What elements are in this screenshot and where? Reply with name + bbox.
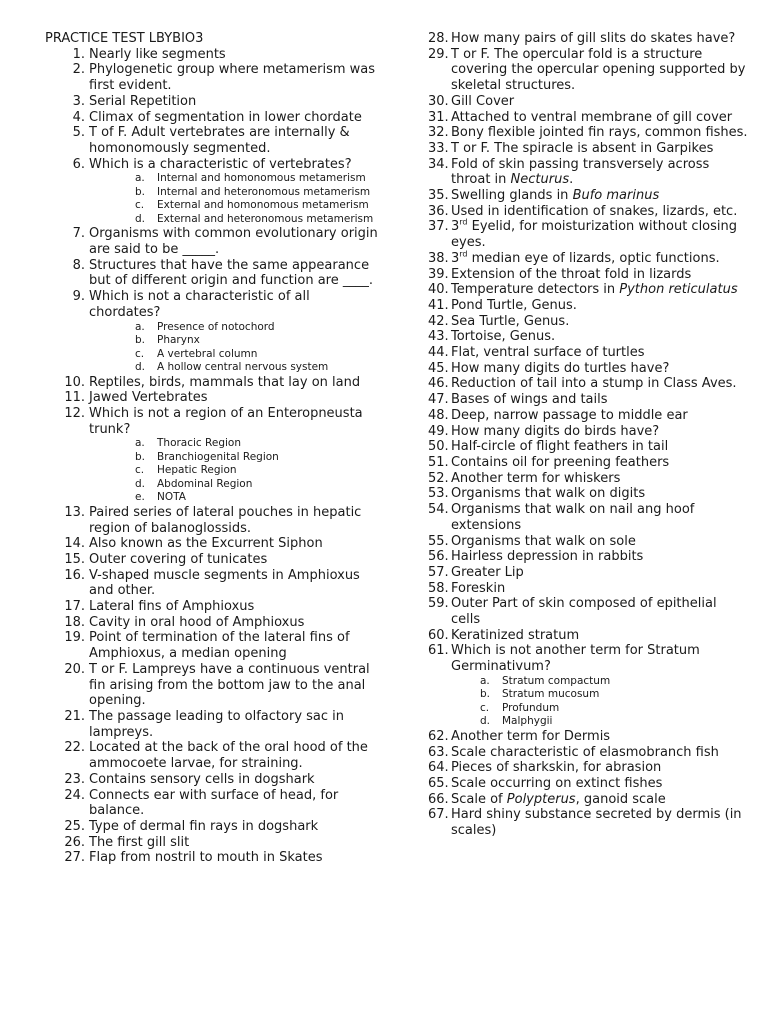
question-item [45, 772, 380, 788]
question-number: 44. [428, 345, 449, 361]
question-item [45, 662, 380, 709]
question-text: T of F. Adult vertebrates are internally & homonomously segmented. [89, 125, 350, 156]
question-item [428, 110, 748, 126]
question-text: Type of dermal fin rays in dogshark [89, 818, 319, 834]
question-item [45, 375, 380, 391]
question-item [428, 455, 748, 471]
question-item [428, 392, 748, 408]
question-text: Scale characteristic of elasmobranch fish [451, 744, 719, 760]
question-item [45, 819, 380, 835]
option-text: NOTA [157, 491, 186, 504]
question-number: 57. [428, 564, 449, 580]
question-item [428, 47, 748, 94]
question-number: 41. [428, 297, 449, 313]
question-number: 45. [428, 360, 449, 376]
question-text: Swelling glands in [451, 188, 573, 204]
question-number: 30. [428, 93, 449, 109]
option-letter: b. [135, 450, 146, 463]
question-item [428, 408, 748, 424]
question-text: Temperature detectors in [451, 282, 620, 298]
question-text-suffix: . [569, 172, 574, 188]
option-text: Stratum compactum [502, 674, 611, 687]
option-text: External and homonomous metamerism [157, 199, 369, 212]
question-number: 17. [64, 599, 85, 615]
question-text: Hairless depression in rabbits [451, 549, 644, 565]
question-text: Connects ear with surface of head, for balance. [89, 787, 339, 819]
question-item [428, 376, 748, 392]
answer-option [135, 186, 380, 200]
question-text: Extension of the throat fold in lizards [451, 266, 692, 282]
question-item [45, 258, 380, 289]
question-number: 35. [428, 188, 449, 204]
question-text: Scale occurring on extinct fishes [451, 775, 663, 791]
option-letter: b. [480, 688, 491, 701]
question-text: Serial Repetition [89, 93, 197, 109]
question-item [45, 709, 380, 740]
question-number: 16. [64, 567, 85, 583]
left-column [45, 31, 380, 866]
question-text: Fold of skin passing transversely across throat in [451, 156, 710, 188]
option-text: Profundum [502, 701, 560, 714]
question-number: 28. [428, 31, 449, 46]
option-letter: a. [135, 437, 145, 450]
question-item [428, 549, 748, 565]
option-text: Branchiogenital Region [157, 450, 279, 463]
question-item [428, 502, 748, 533]
option-letter: c. [135, 464, 145, 477]
question-text: Half-circle of flight feathers in tail [451, 439, 669, 455]
question-number: 13. [64, 504, 85, 520]
question-text: Bases of wings and tails [451, 392, 608, 408]
question-text: Point of termination of the lateral fins of Amphioxus, a median opening [89, 630, 350, 662]
question-item [428, 282, 748, 298]
question-text: Which is not a characteristic of all chordates? [89, 289, 310, 320]
question-number: 11. [64, 390, 85, 406]
question-text: Organisms that walk on digits [451, 486, 646, 502]
question-number: 2. [72, 62, 85, 78]
question-item [428, 628, 748, 644]
option-text: A hollow central nervous system [157, 361, 329, 374]
option-text: Presence of notochord [157, 320, 275, 333]
question-number: 64. [428, 760, 449, 776]
answer-option [135, 437, 380, 451]
question-number: 48. [428, 407, 449, 423]
question-text: Pond Turtle, Genus. [451, 297, 577, 313]
question-text: T or F. The spiracle is absent in Garpikes [451, 140, 714, 156]
question-item [45, 630, 380, 661]
answer-option [135, 464, 380, 478]
question-number: 58. [428, 580, 449, 596]
answer-options [45, 321, 380, 375]
question-number: 40. [428, 282, 449, 298]
answer-option [135, 348, 380, 362]
question-text: Structures that have the same appearance but of different origin and function are ____. [89, 257, 373, 289]
question-item [428, 486, 748, 502]
question-item [45, 110, 380, 126]
question-number: 47. [428, 392, 449, 408]
question-item [428, 125, 748, 141]
question-text: V-shaped muscle segments in Amphioxus and other. [89, 567, 360, 599]
question-item [45, 599, 380, 615]
question-number: 9. [72, 289, 85, 305]
option-letter: a. [480, 674, 490, 687]
ordinal-suffix: rd [459, 249, 468, 259]
question-item [428, 94, 748, 110]
question-item [428, 760, 748, 776]
question-item [45, 94, 380, 110]
question-number: 42. [428, 313, 449, 329]
question-number: 59. [428, 596, 449, 612]
question-item [45, 390, 380, 406]
question-item [428, 329, 748, 345]
question-item [45, 289, 380, 320]
answer-option [480, 715, 748, 729]
question-text: How many digits do birds have? [451, 423, 660, 439]
answer-option [135, 321, 380, 335]
question-text: Cavity in oral hood of Amphioxus [89, 614, 305, 630]
question-number: 8. [72, 257, 85, 273]
question-text: Organisms that walk on sole [451, 533, 636, 549]
question-number: 43. [428, 329, 449, 345]
question-text: Keratinized stratum [451, 627, 580, 643]
option-text: A vertebral column [157, 347, 258, 360]
question-number: 22. [64, 740, 85, 756]
question-number: 32. [428, 125, 449, 141]
question-number: 10. [64, 374, 85, 390]
question-text: Hard shiny substance secreted by dermis (in scales) [451, 807, 742, 839]
question-item [45, 568, 380, 599]
question-item [428, 534, 748, 550]
question-number: 21. [64, 709, 85, 724]
question-text: Tortoise, Genus. [451, 329, 556, 345]
question-number: 15. [64, 551, 85, 567]
question-item [45, 47, 380, 63]
question-text: Which is not a region of an Enteropneusta trunk? [89, 405, 363, 437]
question-number: 60. [428, 627, 449, 643]
option-text: Stratum mucosum [502, 688, 600, 701]
option-letter: b. [135, 334, 146, 347]
question-item [428, 643, 748, 674]
answer-options [428, 675, 748, 729]
option-letter: d. [135, 477, 146, 490]
question-text: Phylogenetic group where metamerism was first evident. [89, 62, 376, 94]
answer-option [135, 334, 380, 348]
question-text: Eyelid, for moisturization without closing eyes. [451, 219, 738, 251]
question-item [428, 596, 748, 627]
question-item [45, 850, 380, 866]
question-item [428, 267, 748, 283]
question-text: Which is a characteristic of vertebrates? [89, 156, 352, 172]
question-number: 20. [64, 661, 85, 677]
question-number: 53. [428, 486, 449, 502]
question-text: Deep, narrow passage to middle ear [451, 407, 688, 423]
question-item [428, 219, 748, 250]
question-text: Pieces of sharkskin, for abrasion [451, 760, 662, 776]
question-text: median eye of lizards, optic functions. [467, 250, 720, 266]
question-item [428, 471, 748, 487]
question-number: 34. [428, 156, 449, 172]
question-text: Gill Cover [451, 93, 515, 109]
question-number: 37. [428, 219, 449, 235]
question-number: 12. [64, 405, 85, 421]
answer-option [135, 361, 380, 375]
question-text: T or F. The opercular fold is a structure covering the opercular opening supported by skeletal structures. [451, 46, 746, 94]
question-item [45, 125, 380, 156]
question-number: 26. [64, 834, 85, 850]
question-number: 55. [428, 533, 449, 549]
question-text: Outer Part of skin composed of epithelial cells [451, 596, 717, 628]
question-text: Reduction of tail into a stump in Class Aves. [451, 376, 737, 392]
option-text: Hepatic Region [157, 464, 237, 477]
option-letter: c. [480, 701, 490, 714]
answer-option [480, 702, 748, 716]
question-text: T or F. Lampreys have a continuous ventral fin arising from the bottom jaw to the anal opening. [89, 661, 370, 709]
answer-option [135, 213, 380, 227]
question-item [428, 745, 748, 761]
question-text: Located at the back of the oral hood of the ammocoete larvae, for straining. [89, 740, 368, 772]
question-text: Scale of [451, 791, 507, 807]
answer-option [135, 172, 380, 186]
question-item [428, 31, 748, 47]
question-item [45, 157, 380, 173]
question-text-prefix: 3 [451, 250, 460, 266]
question-number: 33. [428, 140, 449, 156]
option-text: Thoracic Region [157, 437, 241, 450]
question-item [428, 188, 748, 204]
question-number: 62. [428, 728, 449, 744]
question-italic-term: Necturus [510, 172, 570, 188]
question-text: Bony flexible jointed fin rays, common fishes. [451, 125, 748, 141]
question-number: 14. [64, 536, 85, 552]
question-number: 24. [64, 787, 85, 803]
answer-option [135, 491, 380, 505]
answer-option [135, 451, 380, 465]
question-item [428, 204, 748, 220]
question-number: 27. [64, 850, 85, 866]
question-item [45, 552, 380, 568]
question-number: 54. [428, 502, 449, 518]
question-number: 6. [72, 156, 85, 172]
answer-options [45, 172, 380, 226]
question-item [45, 788, 380, 819]
answer-option [135, 478, 380, 492]
question-list-right [428, 31, 748, 839]
question-item [428, 807, 748, 838]
question-item [428, 157, 748, 188]
question-item [428, 424, 748, 440]
question-number: 4. [72, 109, 85, 125]
question-text: How many pairs of gill slits do skates have? [451, 31, 736, 46]
question-number: 50. [428, 439, 449, 455]
option-text: External and heteronomous metamerism [157, 212, 374, 225]
option-letter: a. [135, 320, 145, 333]
ordinal-suffix: rd [459, 218, 468, 228]
question-number: 3. [72, 93, 85, 109]
question-number: 63. [428, 744, 449, 760]
question-number: 1. [72, 46, 85, 62]
option-text: Internal and heteronomous metamerism [157, 185, 371, 198]
question-text: The first gill slit [89, 834, 190, 850]
question-number: 29. [428, 46, 449, 62]
question-text: Used in identification of snakes, lizards, etc. [451, 203, 738, 219]
question-text: Flap from nostril to mouth in Skates [89, 850, 323, 866]
option-letter: b. [135, 185, 146, 198]
question-item [428, 729, 748, 745]
question-item [428, 361, 748, 377]
question-item [45, 226, 380, 257]
question-number: 52. [428, 470, 449, 486]
answer-option [135, 199, 380, 213]
option-letter: e. [135, 491, 145, 504]
question-number: 7. [72, 226, 85, 242]
question-text: Paired series of lateral pouches in hepatic region of balanoglossids. [89, 504, 362, 536]
question-number: 36. [428, 203, 449, 219]
question-number: 5. [72, 125, 85, 141]
question-text: Also known as the Excurrent Siphon [89, 536, 323, 552]
question-italic-term: Python reticulatus [619, 282, 738, 298]
question-number: 25. [64, 818, 85, 834]
question-item [45, 406, 380, 437]
question-item [428, 314, 748, 330]
question-item [45, 536, 380, 552]
option-letter: a. [135, 172, 145, 185]
question-text: How many digits do turtles have? [451, 360, 670, 376]
question-number: 49. [428, 423, 449, 439]
answer-options [45, 437, 380, 505]
question-text: Flat, ventral surface of turtles [451, 345, 645, 361]
question-number: 39. [428, 266, 449, 282]
right-column [428, 31, 748, 839]
question-text: Contains oil for preening feathers [451, 454, 670, 470]
question-list-left [45, 47, 380, 866]
question-number: 18. [64, 614, 85, 630]
question-text-prefix: 3 [451, 219, 460, 235]
question-italic-term: Polypterus [506, 791, 576, 807]
question-number: 23. [64, 771, 85, 787]
question-text: Which is not another term for Stratum Germinativum? [451, 643, 700, 675]
question-number: 31. [428, 109, 449, 125]
option-letter: c. [135, 199, 145, 212]
question-number: 65. [428, 775, 449, 791]
option-text: Pharynx [157, 334, 200, 347]
question-text: Foreskin [451, 580, 506, 596]
answer-option [480, 688, 748, 702]
question-item [45, 615, 380, 631]
question-number: 66. [428, 791, 449, 807]
question-item [428, 439, 748, 455]
question-item [428, 345, 748, 361]
question-item [45, 740, 380, 771]
question-text: Greater Lip [451, 564, 524, 580]
question-item [45, 835, 380, 851]
question-text: Reptiles, birds, mammals that lay on land [89, 374, 361, 390]
answer-option [480, 675, 748, 689]
option-letter: d. [480, 715, 491, 728]
question-item [428, 141, 748, 157]
question-text: Another term for Dermis [451, 728, 611, 744]
question-number: 51. [428, 454, 449, 470]
question-item [428, 776, 748, 792]
question-item [45, 62, 380, 93]
option-letter: d. [135, 361, 146, 374]
option-text: Internal and homonomous metamerism [157, 172, 366, 185]
question-text: Attached to ventral membrane of gill cover [451, 109, 733, 125]
question-item [428, 298, 748, 314]
question-item [428, 565, 748, 581]
question-text: Sea Turtle, Genus. [451, 313, 570, 329]
question-number: 67. [428, 807, 449, 823]
question-text: Organisms that walk on nail ang hoof extensions [451, 502, 695, 533]
question-text: Another term for whiskers [451, 470, 621, 486]
question-number: 38. [428, 250, 449, 266]
question-text: Lateral fins of Amphioxus [89, 599, 255, 615]
option-letter: c. [135, 347, 145, 360]
question-text: Climax of segmentation in lower chordate [89, 109, 362, 125]
question-text-suffix: , ganoid scale [575, 791, 666, 807]
question-text: Contains sensory cells in dogshark [89, 771, 315, 787]
question-text: Jawed Vertebrates [89, 390, 208, 406]
question-italic-term: Bufo marinus [572, 188, 660, 204]
question-text: The passage leading to olfactory sac in lampreys. [89, 709, 345, 740]
question-number: 56. [428, 549, 449, 565]
question-item [45, 505, 380, 536]
option-letter: d. [135, 212, 146, 225]
document-title: PRACTICE TEST LBYBIO3 [45, 31, 204, 46]
question-text: Nearly like segments [89, 46, 226, 62]
question-number: 46. [428, 376, 449, 392]
question-text: Outer covering of tunicates [89, 551, 268, 567]
option-text: Abdominal Region [157, 477, 253, 490]
question-item [428, 792, 748, 808]
option-text: Malphygii [502, 715, 553, 728]
question-number: 19. [64, 630, 85, 646]
question-item [428, 251, 748, 267]
question-item [428, 581, 748, 597]
question-text: Organisms with common evolutionary origin are said to be _____. [89, 226, 378, 258]
question-number: 61. [428, 643, 449, 659]
